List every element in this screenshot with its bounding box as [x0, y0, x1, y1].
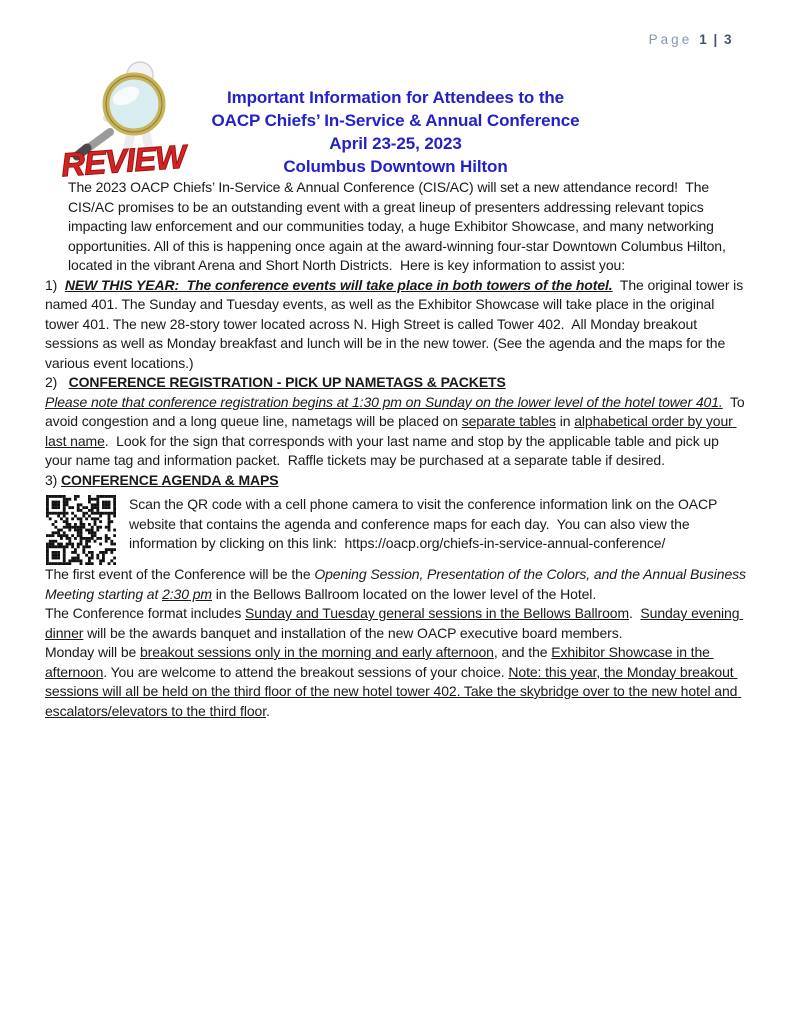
text-run: separate tables: [461, 413, 556, 429]
text-run: Please note that conference registration begins at 1:30 pm on Sunday on the lower level of the hotel tower 401.: [45, 393, 723, 410]
text-run: The Conference format includes: [45, 605, 246, 621]
review-stamp-graphic: [46, 58, 202, 188]
text-run: Exhibitor Showcase in the afternoon: [45, 644, 714, 680]
text-run: . Look for the sign that corresponds with your last name and stop by the applicable table and pick up your name tag and information packet. Raffle tickets may be purchased at a separate table if desired.: [45, 432, 723, 468]
text-run: CONFERENCE REGISTRATION - PICK UP NAMETAGS & PACKETS: [68, 374, 506, 390]
qr-code: [46, 495, 116, 565]
text-run: The original tower is named 401. The Sunday and Tuesday events, as well as the Exhibitor Showcase will take place in the original tower 401. The new 28-story tower located across N. High Street is called Tower 402. All Monday breakout sessions as well as Monday breakfast and lunch will be in the new tower. (See the agenda and the maps for the various event locations.): [45, 276, 747, 371]
text-run: Sunday and Tuesday general sessions in the Bellows Ballroom: [245, 605, 630, 621]
title-line-4: Columbus Downtown Hilton: [283, 157, 508, 176]
text-run: . You are welcome to attend the breakout sessions of your choice.: [103, 663, 509, 680]
text-run: .: [266, 702, 270, 719]
review-text: REVIEW: [59, 137, 187, 184]
section-1-new-this-year: [45, 276, 748, 374]
intro-paragraph: [45, 178, 748, 276]
text-run: To avoid congestion and a long queue line, nametags will be placed on: [45, 393, 749, 429]
section-2-heading: [45, 373, 748, 393]
text-run: CONFERENCE AGENDA & MAPS: [61, 471, 279, 488]
text-run: Note: this year, the Monday breakout sessions will all be held on the third floor of the new hotel tower 402. Take the skybridge over to the new hotel and escalators/elevators to the third floor: [45, 663, 742, 719]
document-body: [0, 178, 791, 721]
text-run: in: [555, 413, 575, 429]
page-number: [634, 17, 733, 62]
text-run: alphabetical order by your last name: [45, 413, 737, 449]
section-3-row: [45, 495, 748, 565]
conference-info-link[interactable]: https://oacp.org/chiefs-in-service-annual-conference/: [344, 535, 666, 551]
text-run: The first event of the Conference will be the: [45, 566, 315, 582]
text-run: in the Bellows Ballroom located on the lower level of the Hotel.: [211, 585, 597, 602]
text-run: .: [629, 605, 641, 621]
text-run: The 2023 OACP Chiefs’ In-Service & Annual Conference (CIS/AC) will set a new attendance record! The CIS/AC promises to be an outstanding event with a great lineup of presenters addressing relevant topics impacting law enforcement and our communities today, a huge Exhibitor Showcase, and many networking opportunities. All of this is happening once again at the award-winning four-star Downtown Columbus Hilton, located in the vibrant Arena and Short North Districts. Here is key information to assist you:: [68, 179, 730, 273]
text-run: will be the awards banquet and installation of the new OACP executive board members.: [83, 624, 623, 641]
title-line-2: OACP Chiefs’ In-Service & Annual Conference: [211, 111, 580, 130]
section-2-body: [45, 393, 748, 471]
text-run: 3): [45, 471, 62, 488]
text-run: Monday will be: [45, 644, 140, 660]
text-run: Sunday evening dinner: [45, 605, 744, 641]
title-line-1: Important Information for Attendees to the: [226, 88, 565, 107]
paragraph-first-event: [45, 565, 748, 604]
section-3-body: [129, 495, 748, 554]
text-run: breakout sessions only in the morning and early afternoon: [140, 644, 494, 660]
section-3-heading: [45, 471, 748, 491]
text-run: 2): [45, 374, 69, 390]
text-run: 2:30 pm: [162, 585, 212, 602]
text-run: 1): [45, 276, 65, 293]
paragraph-conference-format: [45, 604, 748, 643]
text-run: Opening Session, Presentation of the Colors, and the Annual Business Meeting starting at: [45, 566, 750, 602]
text-run: NEW THIS YEAR: The conference events will take place in both towers of the hotel.: [64, 276, 613, 293]
page-number-value: 1 | 3: [699, 32, 733, 47]
page-label: Page: [648, 32, 693, 47]
text-run: Scan the QR code with a cell phone camera to visit the conference information link on the OACP website that contains the agenda and conference maps for each day. You can also view the information by clicking on this link:: [129, 496, 721, 551]
paragraph-monday: [45, 643, 748, 721]
text-run: , and the: [493, 644, 552, 660]
title-line-3: April 23-25, 2023: [329, 134, 462, 153]
